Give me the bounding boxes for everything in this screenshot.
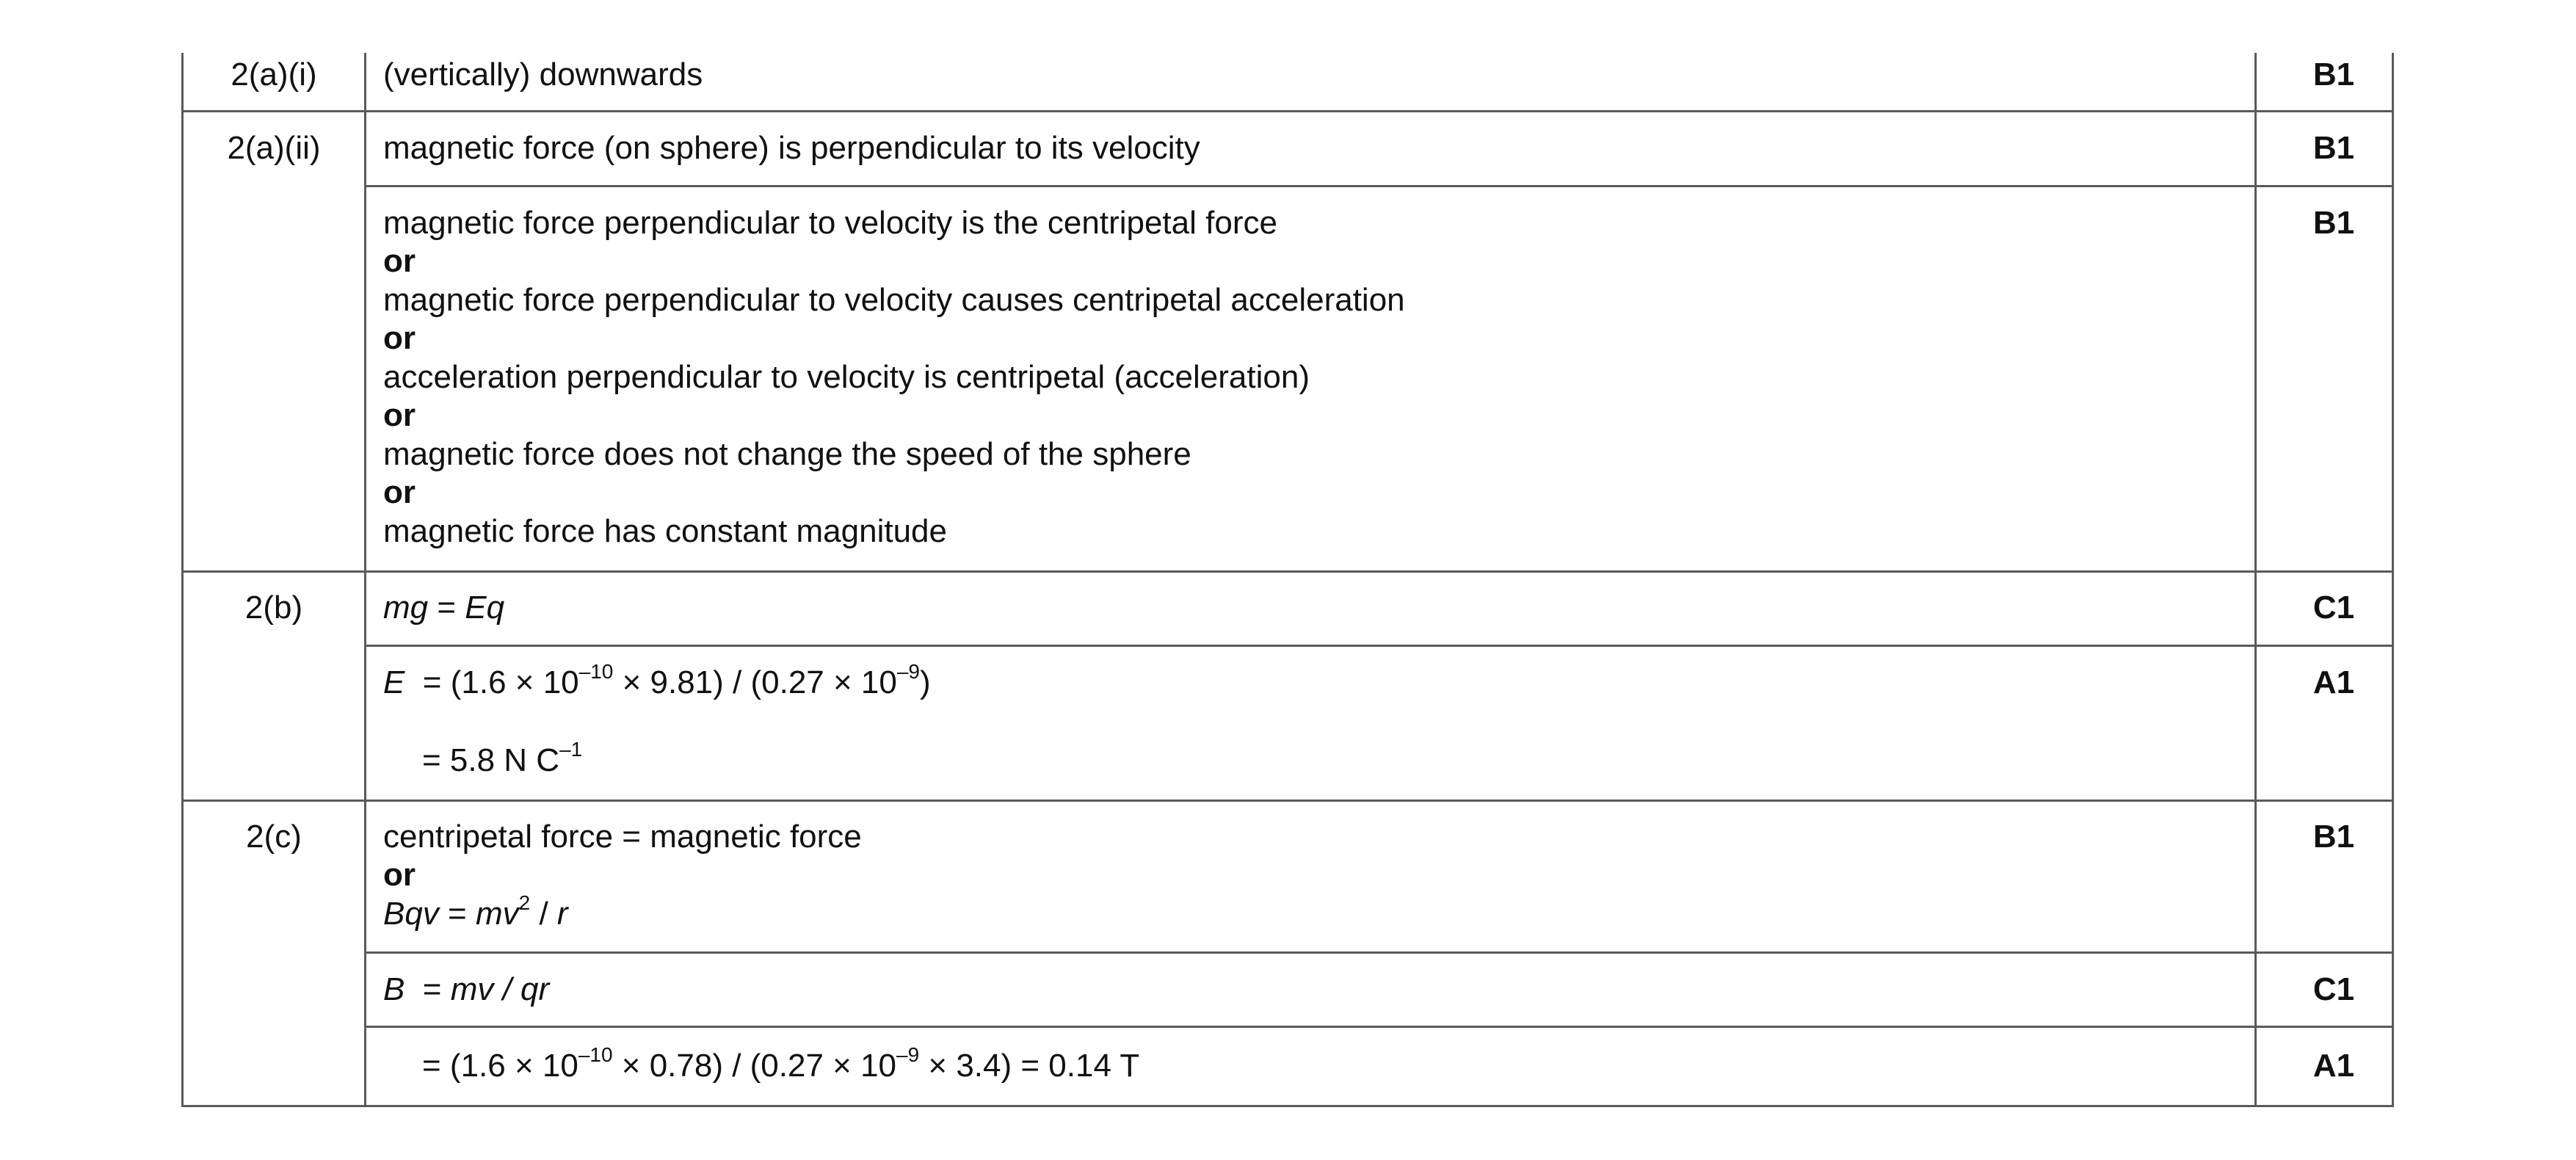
table-column-divider-question — [364, 53, 366, 1107]
answer-text: magnetic force (on sphere) is perpendicular to its velocity — [383, 130, 1200, 166]
table-column-divider-marks — [2254, 53, 2257, 1107]
symbol-Eq: Eq — [465, 590, 505, 626]
mark-code: A1 — [2312, 1048, 2355, 1084]
or-separator: or — [383, 474, 416, 510]
row-divider — [181, 570, 2394, 573]
answer-alternative: magnetic force has constant magnitude — [383, 513, 948, 549]
or-separator: or — [383, 243, 416, 279]
row-divider — [364, 951, 2394, 954]
answer-alternative: magnetic force does not change the speed of the sphere — [383, 436, 1191, 472]
mark-code: B1 — [2312, 819, 2355, 855]
mark-code: C1 — [2312, 971, 2355, 1007]
calculation-b-field: = $(1.6 \times 10^{-10} \times 0.78) / (0.27 \times 10^{-9} \times 3.4) = 0.14$ T — [422, 1043, 1140, 1084]
question-number: 2(b) — [244, 590, 303, 626]
symbol-mg: mg — [383, 590, 429, 626]
or-separator: or — [383, 857, 416, 893]
equation-mg-eq — [383, 589, 504, 627]
or-separator: or — [383, 397, 416, 433]
mark-code: B1 — [2312, 130, 2355, 166]
row-divider — [181, 110, 2394, 112]
question-number: 2(c) — [246, 819, 302, 855]
mark-code: A1 — [2312, 664, 2355, 700]
answer-alternative: magnetic force perpendicular to velocity causes centripetal acceleration — [383, 282, 1405, 318]
row-divider — [364, 645, 2394, 647]
question-number: 2(a)(ii) — [227, 130, 321, 166]
table-border-bottom — [181, 1105, 2394, 1107]
mark-code: C1 — [2312, 590, 2355, 626]
answer-alternative: magnetic force perpendicular to velocity is the centripetal force — [383, 205, 1277, 241]
question-number: 2(a)(i) — [231, 57, 317, 93]
result-field-strength: = 5.8 N $C^{-1}$ — [422, 738, 583, 778]
equals-sign: = — [428, 590, 465, 626]
row-divider — [364, 185, 2394, 187]
or-separator: or — [383, 320, 416, 356]
symbol-E: E — [383, 664, 405, 700]
row-divider — [181, 800, 2394, 802]
row-divider — [364, 1026, 2394, 1028]
answer-text: (vertically) downwards — [383, 57, 703, 93]
calculation-field-strength: $E = (1.6 \times 10^{-10} \times 9.81) / (0.27 \times 10^{-9})$ — [383, 660, 931, 700]
answer-alternative: acceleration perpendicular to velocity is centripetal (acceleration) — [383, 359, 1310, 395]
equation-bqv: Bqv = $mv^2$ / r — [383, 891, 568, 932]
mark-code: B1 — [2312, 57, 2355, 93]
table-border-left — [181, 53, 184, 1107]
mark-code: B1 — [2312, 205, 2355, 241]
equation-b-field: B = mv / qr — [383, 971, 550, 1007]
answer-text: centripetal force = magnetic force — [383, 819, 862, 855]
